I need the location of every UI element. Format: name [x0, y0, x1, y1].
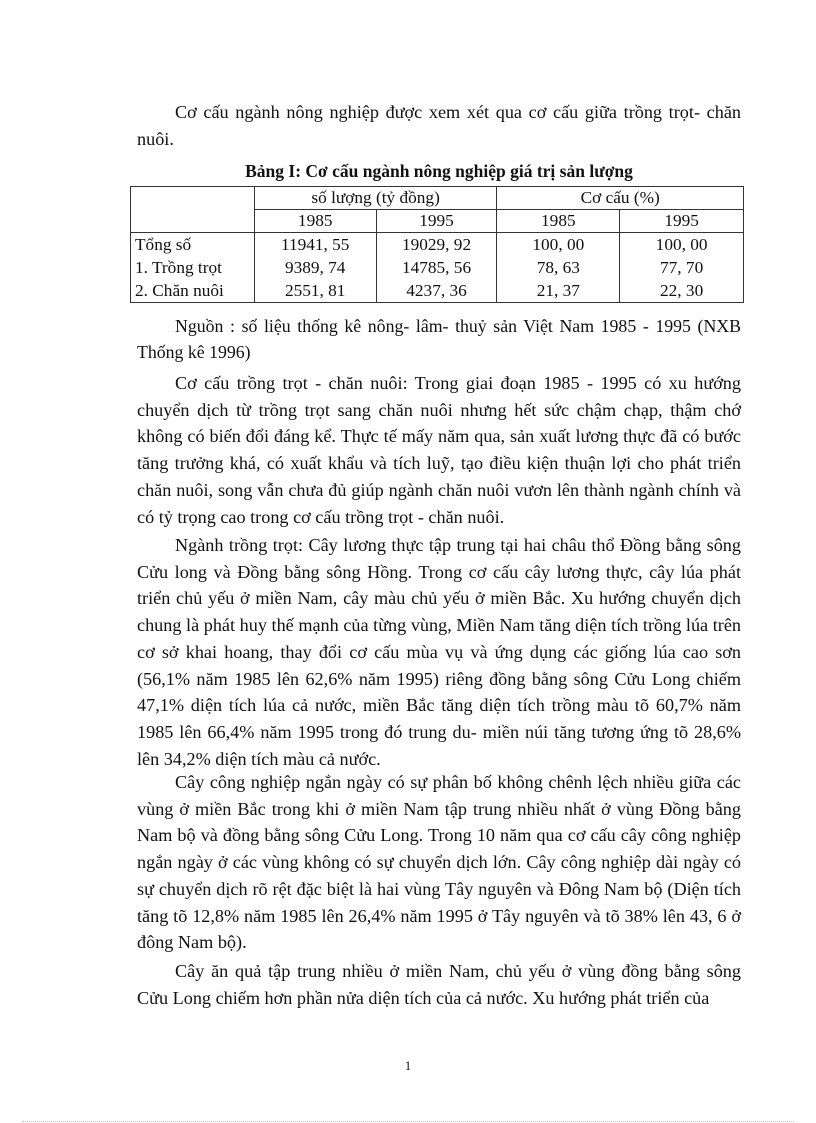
table-cell: 22, 30 [620, 279, 744, 303]
table-cell: 21, 37 [497, 279, 620, 303]
table-cell: 19029, 92 [376, 233, 497, 257]
table-header-quantity: số lượng (tỷ đồng) [254, 187, 497, 210]
intro-paragraph: Cơ cấu ngành nông nghiệp được xem xét qua cơ cấu giữa trồng trọt- chăn nuôi. [137, 102, 741, 149]
table-cell: 11941, 55 [254, 233, 376, 257]
table-group-header-row [131, 187, 744, 210]
table-cell: 77, 70 [620, 256, 744, 279]
table-cell: 100, 00 [497, 233, 620, 257]
table-header-structure: Cơ cấu (%) [497, 187, 744, 210]
table-corner-cell [131, 187, 255, 233]
table-cell: 78, 63 [497, 256, 620, 279]
table-source-note: Nguồn : số liệu thống kê nông- lâm- thuỷ sản Việt Nam 1985 - 1995 (NXB Thống kê 1996) [137, 316, 741, 362]
table-year-cell: 1995 [376, 210, 497, 233]
table-row [131, 279, 744, 303]
body-paragraph: Cây ăn quả tập trung nhiều ở miền Nam, chủ yếu ở vùng đồng bằng sông Cửu Long chiếm hơn phần nửa diện tích của cả nước. Xu hướng phát triển của [137, 961, 741, 1008]
data-table [130, 186, 744, 303]
table-year-cell: 1985 [254, 210, 376, 233]
table-caption: Bảng I: Cơ cấu ngành nông nghiệp giá trị sản lượng [245, 161, 633, 181]
body-paragraph: Cây công nghiệp ngắn ngày có sự phân bố không chênh lệch nhiều giữa các vùng ở miền Bắc trong khi ở miền Nam tập trung nhiều nhất ở vùng Đồng bằng Nam bộ và đồng bằng sông Cửu Long. Trong 10 năm qua cơ cấu cây công nghiệp ngắn ngày ở các vùng không có sự chuyển dịch lớn. Cây công nghiệp dài ngày có sự chuyển dịch rõ rệt đặc biệt là hai vùng Tây nguyên và Đông Nam bộ (Diện tích tăng tõ 12,8% năm 1985 lên 26,4% năm 1995 ở Tây nguyên và tõ 38% lên 43, 6 ở đông Nam bộ). [137, 772, 741, 953]
body-paragraph: Ngành trồng trọt: Cây lương thực tập trung tại hai châu thổ Đồng bằng sông Cửu long và Đồng bằng sông Hồng. Trong cơ cấu cây lương thực, cây lúa phát triển chủ yếu ở miền Nam, cây màu chủ yếu ở miền Bắc. Xu hướng chuyển dịch chung là phát huy thế mạnh của từng vùng, Miền Nam tăng diện tích trồng lúa trên cơ sở khai hoang, thay đổi cơ cấu mùa vụ và ứng dụng các giống lúa cao sơn (56,1% năm 1985 lên 62,6% năm 1995) riêng đồng bằng sông Cửu Long chiếm 47,1% diện tích lúa cả nước, miền Bắc tăng diện tích trồng màu tõ 60,7% năm 1985 lên 66,4% năm 1995 trong đó trung du- miền núi tăng tương ứng tõ 28,6% lên 34,2% diện tích màu cả nước. [137, 535, 741, 769]
table-row-label: 2. Chăn nuôi [131, 279, 255, 303]
table-year-cell: 1985 [497, 210, 620, 233]
table-row-label: 1. Trồng trọt [131, 256, 255, 279]
page-number: 1 [404, 1058, 412, 1073]
table-cell: 4237, 36 [376, 279, 497, 303]
page-bottom-divider [22, 1121, 794, 1122]
table-cell: 9389, 74 [254, 256, 376, 279]
table-cell: 14785, 56 [376, 256, 497, 279]
table-row [131, 256, 744, 279]
table-cell: 2551, 81 [254, 279, 376, 303]
table-year-cell: 1995 [620, 210, 744, 233]
table-row-label: Tổng số [131, 233, 255, 257]
table-cell: 100, 00 [620, 233, 744, 257]
body-paragraph: Cơ cấu trồng trọt - chăn nuôi: Trong giai đoạn 1985 - 1995 có xu hướng chuyển dịch từ trồng trọt sang chăn nuôi nhưng hết sức chậm chạp, thậm chớ không có biến đổi đáng kể. Thực tế mấy năm qua, sản xuất lương thực đã có bước tăng trưởng khá, có xuất khẩu và tích luỹ, tạo điều kiện thuận lợi cho phát triển chăn nuôi, song vẫn chưa đủ giúp ngành chăn nuôi vươn lên thành ngành chính và có tỷ trọng cao trong cơ cấu trồng trọt - chăn nuôi. [137, 373, 741, 527]
table-row [131, 233, 744, 257]
